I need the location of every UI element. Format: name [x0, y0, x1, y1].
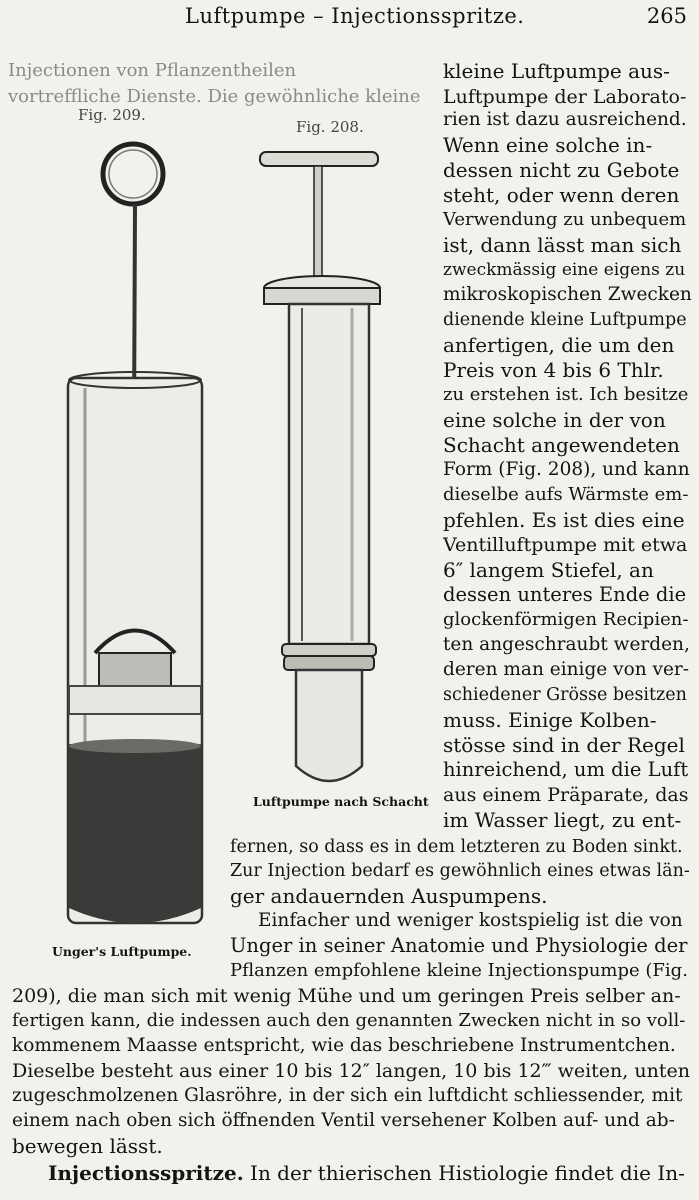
text-line: Pflanzen empfohlene kleine Injectionspumpe (Fig.	[230, 960, 688, 981]
figure-caption: Unger's Luftpumpe.	[52, 944, 192, 959]
text-line: kleine Luftpumpe aus-	[443, 59, 670, 83]
text-line: Form (Fig. 208), und kann	[443, 459, 690, 480]
text-line: kommenem Maasse entspricht, wie das beschriebene Instrumentchen.	[12, 1035, 676, 1056]
text-line: dessen nicht zu Gebote	[443, 158, 680, 182]
text-line: mikroskopischen Zwecken	[443, 284, 692, 305]
text-line: Schacht angewendeten	[443, 433, 680, 457]
text-line: Verwendung zu unbequem	[443, 209, 687, 230]
text-line: anfertigen, die um den	[443, 333, 675, 357]
text-line: bewegen lässt.	[12, 1134, 163, 1158]
text-line: steht, oder wenn deren	[443, 183, 680, 207]
text-line: ist, dann lässt man sich	[443, 233, 682, 257]
figure-label: Fig. 209.	[78, 106, 146, 124]
text-line: Zur Injection bedarf es gewöhnlich eines etwas län-	[230, 861, 690, 881]
text-line: stösse sind in der Regel	[443, 733, 685, 757]
text-line: Unger in seiner Anatomie und Physiologie der	[230, 934, 688, 957]
text-line: fernen, so dass es in dem letzteren zu Boden sinkt.	[230, 837, 683, 857]
text-line: hinreichend, um die Luft	[443, 758, 689, 781]
text-line: Ventilluftpumpe mit etwa	[443, 534, 688, 556]
text-line: eine solche in der von	[443, 408, 666, 432]
faded-line: Injectionen von Pflanzentheilen	[8, 60, 297, 81]
text-line: glockenförmigen Recipien-	[443, 609, 689, 630]
text-line: dessen unteres Ende die	[443, 583, 687, 606]
text-line: ten angeschraubt werden,	[443, 634, 690, 655]
text-line: 6″ langem Stiefel, an	[443, 558, 654, 582]
text-line: einem nach oben sich öffnenden Ventil versehener Kolben auf- und ab-	[12, 1110, 675, 1131]
text-line: schiedener Grösse besitzen	[443, 685, 687, 705]
page-number: 265	[646, 4, 687, 28]
figure-caption: Luftpumpe nach Schacht	[253, 794, 429, 809]
text-line: zugeschmolzenen Glasröhre, in der sich ein luftdicht schliessender, mit	[12, 1085, 683, 1106]
text-line: rien ist dazu ausreichend.	[443, 109, 687, 130]
figure-label: Fig. 208.	[296, 118, 364, 136]
figure-208-illustration	[252, 146, 422, 796]
section-heading: Injectionsspritze.	[48, 1161, 244, 1185]
text-line: Wenn eine solche in-	[443, 133, 653, 157]
text-line: dienende kleine Luftpumpe	[443, 310, 687, 330]
text-line: Luftpumpe der Laborato-	[443, 86, 687, 108]
section-line	[48, 1160, 685, 1186]
text-line: im Wasser liegt, zu ent-	[443, 808, 682, 832]
text-line: ger andauernden Auspumpens.	[230, 884, 548, 908]
text-line: dieselbe aufs Wärmste em-	[443, 484, 689, 505]
faded-line: vortreffliche Dienste. Die gewöhnliche kleine	[8, 86, 421, 107]
text-line: Preis von 4 bis 6 Thlr.	[443, 358, 664, 382]
text-line: deren man einige von ver-	[443, 659, 689, 680]
section-text: In der thierischen Histiologie findet die In-	[243, 1161, 685, 1185]
text-line: fertigen kann, die indessen auch den genannten Zwecken nicht in so voll-	[12, 1010, 686, 1031]
text-line: pfehlen. Es ist dies eine	[443, 508, 685, 532]
text-line: aus einem Präparate, das	[443, 784, 689, 806]
text-line: Einfacher und weniger kostspielig ist die von	[258, 910, 683, 931]
text-line: muss. Einige Kolben-	[443, 708, 657, 732]
text-line: Dieselbe besteht aus einer 10 bis 12″ langen, 10 bis 12‴ weiten, unten	[12, 1060, 690, 1082]
figure-209-illustration	[55, 138, 225, 938]
page-header-title: Luftpumpe – Injectionsspritze.	[185, 4, 525, 28]
text-line: zu erstehen ist. Ich besitze	[443, 384, 689, 405]
text-line: 209), die man sich mit wenig Mühe und um geringen Preis selber an-	[12, 985, 681, 1007]
text-line: zweckmässig eine eigens zu	[443, 260, 686, 280]
